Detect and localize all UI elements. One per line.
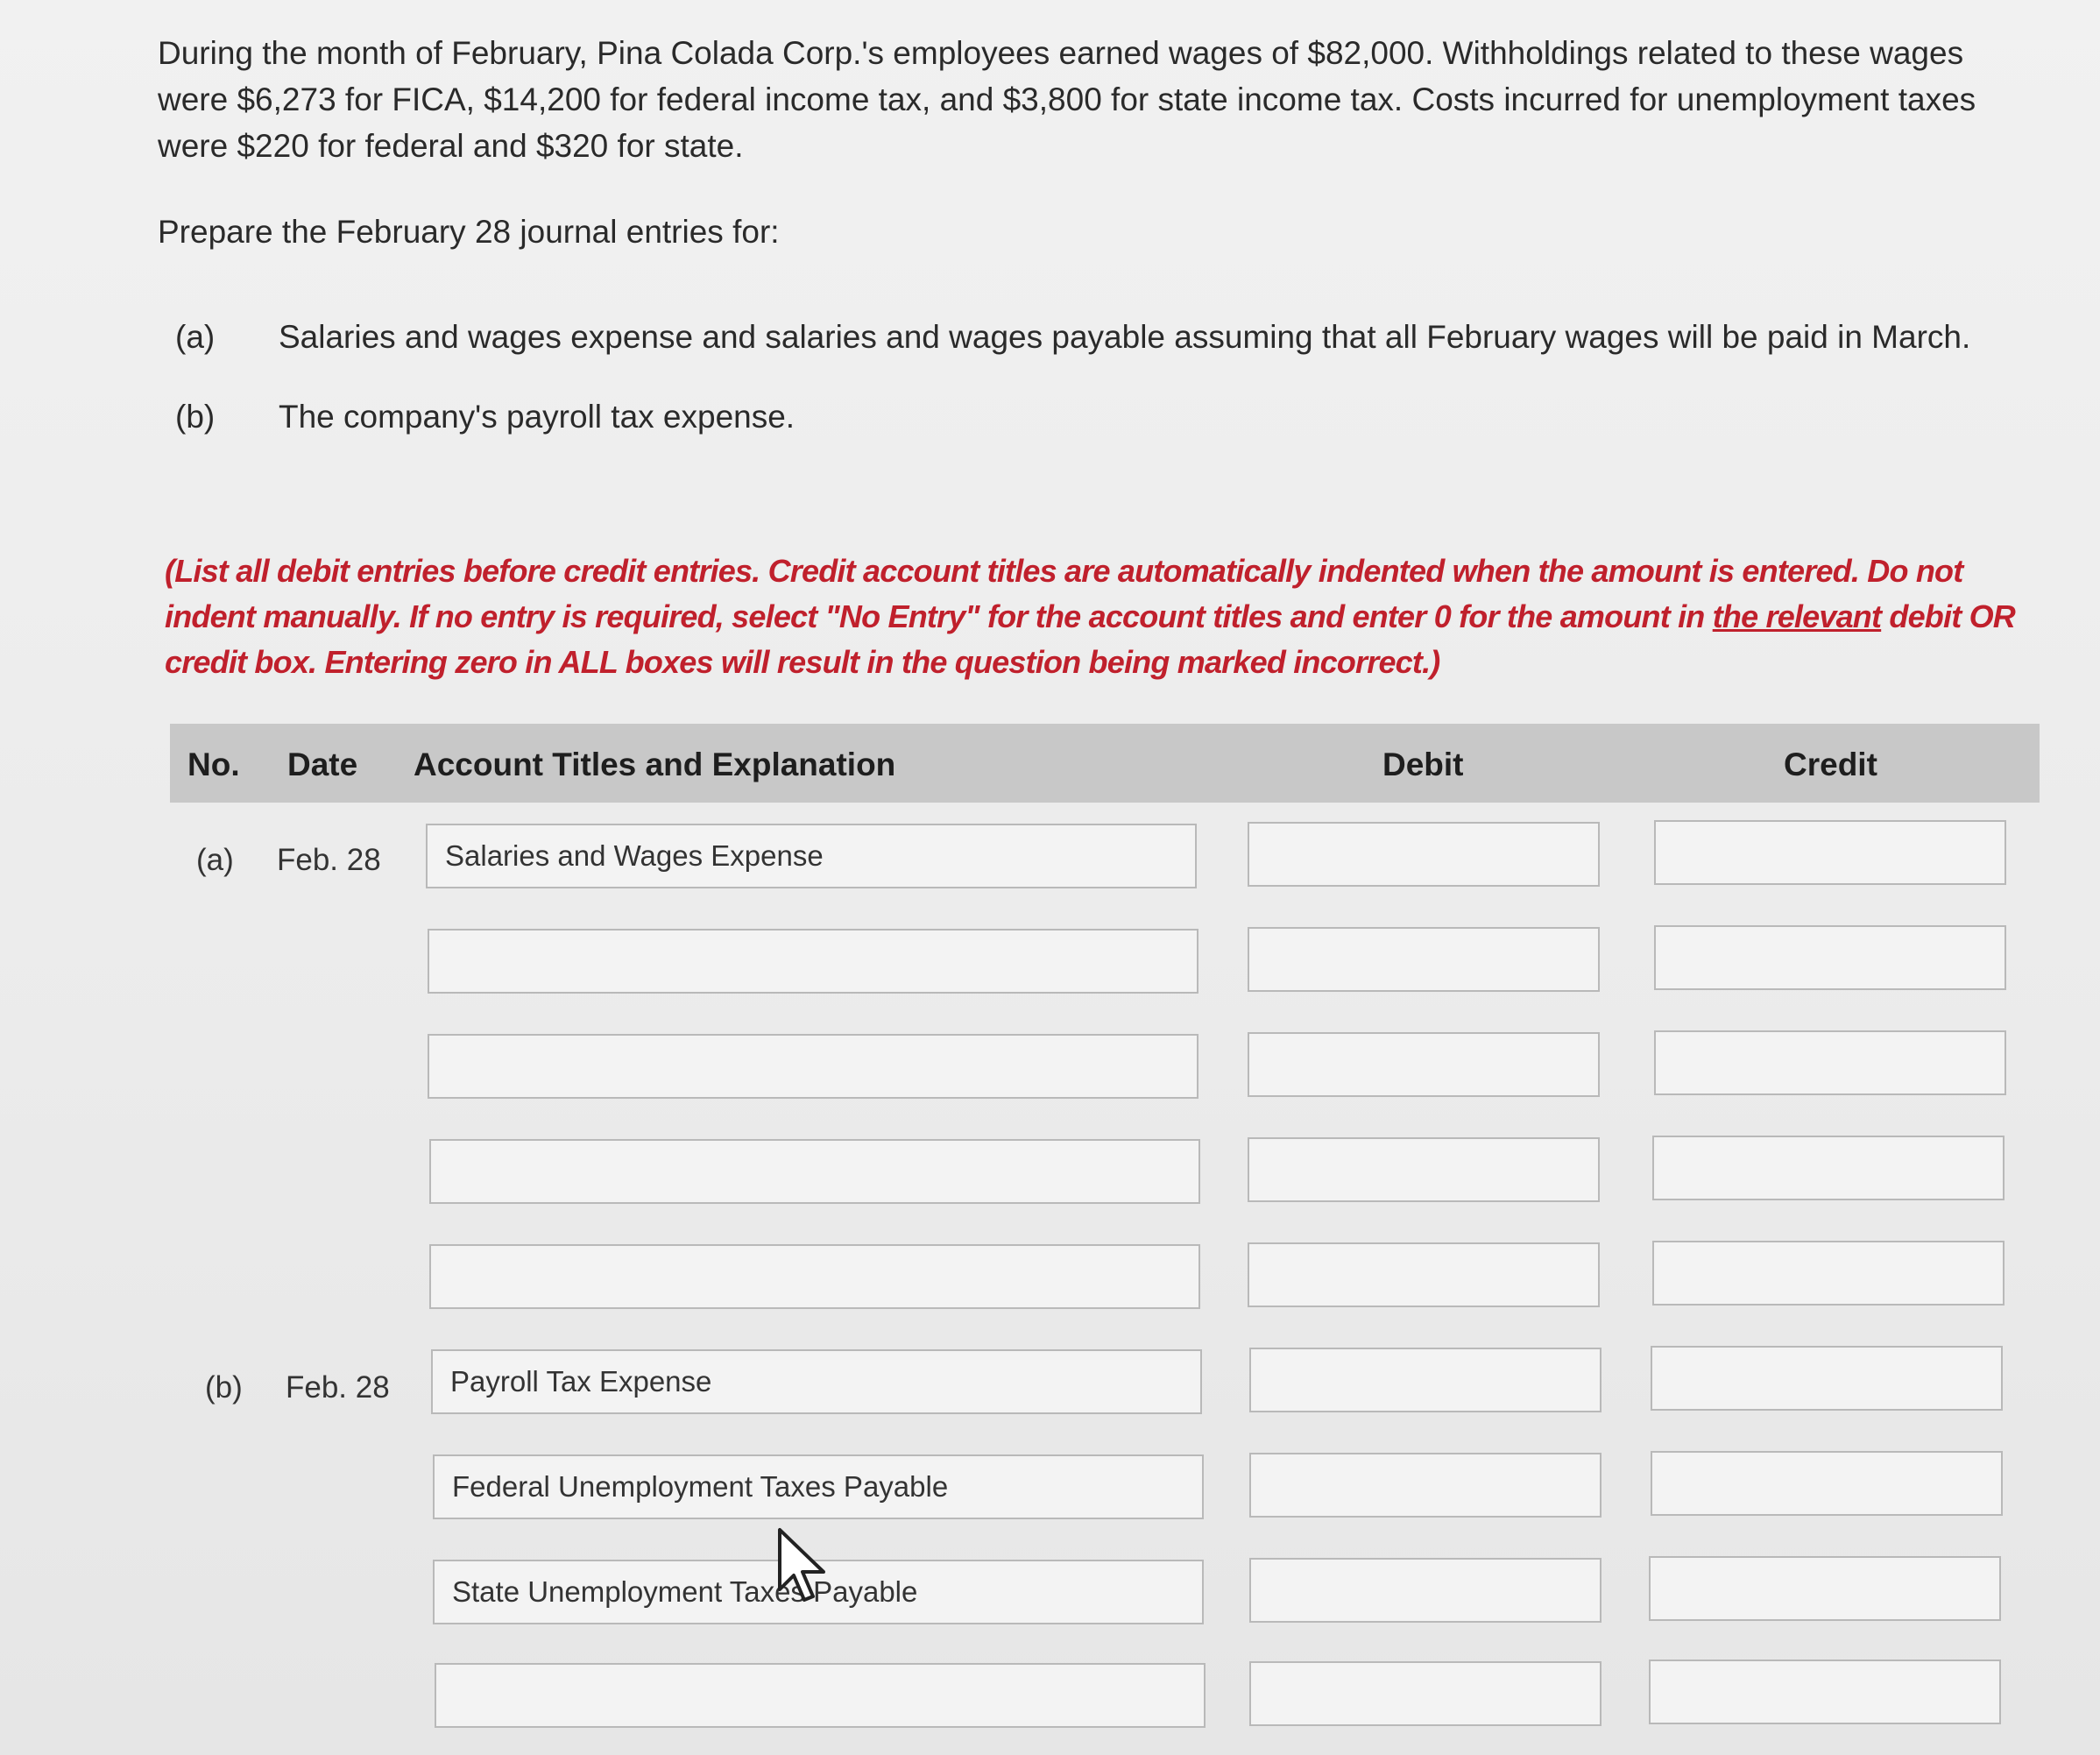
- header-credit: Credit: [1784, 747, 1877, 782]
- header-account-titles: Account Titles and Explanation: [414, 747, 896, 782]
- task-a-label: (a): [175, 319, 216, 355]
- prompt-text: Prepare the February 28 journal entries for:: [158, 214, 780, 250]
- task-a: [175, 319, 1970, 356]
- instructions: [165, 548, 2057, 685]
- journal-table-header: [170, 724, 2040, 803]
- entry-b-debit-3[interactable]: [1249, 1558, 1602, 1623]
- entry-a-account-4[interactable]: [429, 1139, 1200, 1204]
- entry-b-credit-1[interactable]: [1651, 1346, 2003, 1411]
- entry-a-account-2[interactable]: [428, 929, 1198, 994]
- task-b-text: The company's payroll tax expense.: [279, 399, 795, 435]
- instructions-part2: debit OR credit box. Entering zero in ALL boxes will result in the question being marked incorrect.): [165, 598, 2015, 680]
- entry-a-credit-4[interactable]: [1652, 1136, 2005, 1200]
- entry-b-debit-2[interactable]: [1249, 1453, 1602, 1518]
- entry-b-account-4[interactable]: [435, 1663, 1206, 1728]
- entry-a-debit-2[interactable]: [1248, 927, 1600, 992]
- entry-a-debit-4[interactable]: [1248, 1137, 1600, 1202]
- entry-a-account-3[interactable]: [428, 1034, 1198, 1099]
- entry-a-date: Feb. 28: [277, 843, 381, 877]
- header-no: No.: [187, 747, 240, 782]
- task-b-label: (b): [175, 399, 216, 435]
- entry-b-account-2[interactable]: [433, 1454, 1204, 1519]
- task-a-text: Salaries and wages expense and salaries and wages payable assuming that all February wages will be paid in March.: [279, 319, 1971, 355]
- entry-b-account-1[interactable]: [431, 1349, 1202, 1414]
- entry-b-credit-4[interactable]: [1649, 1659, 2001, 1724]
- entry-a-credit-5[interactable]: [1652, 1241, 2005, 1306]
- task-b: [175, 399, 795, 435]
- entry-b-debit-1[interactable]: [1249, 1348, 1602, 1412]
- entry-b-debit-4[interactable]: [1249, 1661, 1602, 1726]
- entry-a-credit-2[interactable]: [1654, 925, 2006, 990]
- header-date: Date: [287, 747, 358, 782]
- problem-statement: During the month of February, Pina Colada Corp.'s employees earned wages of $82,000. Withholdings related to these wages were $6,273 for FICA, $14,200 for federal income tax, and $3,800 for state income tax. Costs incurred for unemployment taxes were $220 for federal and $320 for state.: [158, 35, 1976, 164]
- instructions-part1: (List all debit entries before credit entries. Credit account titles are automatically indented when the amount is entered. Do not indent manually. If no entry is required, select "No Entry" for the account titles and enter 0 for the amount in: [165, 553, 1963, 634]
- header-debit: Debit: [1382, 747, 1464, 782]
- entry-a-no: (a): [196, 843, 234, 877]
- entry-b-date: Feb. 28: [286, 1370, 390, 1405]
- entry-b-no: (b): [205, 1370, 243, 1405]
- entry-a-credit-1[interactable]: [1654, 820, 2006, 885]
- entry-b-credit-3[interactable]: [1649, 1556, 2001, 1621]
- instructions-underlined: the relevant: [1712, 598, 1882, 634]
- entry-a-debit-1[interactable]: [1248, 822, 1600, 887]
- entry-a-debit-5[interactable]: [1248, 1242, 1600, 1307]
- entry-a-account-1[interactable]: [426, 824, 1197, 888]
- entry-a-account-5[interactable]: [429, 1244, 1200, 1309]
- entry-a-credit-3[interactable]: [1654, 1030, 2006, 1095]
- mouse-pointer-icon: [776, 1526, 831, 1607]
- entry-b-credit-2[interactable]: [1651, 1451, 2003, 1516]
- entry-a-debit-3[interactable]: [1248, 1032, 1600, 1097]
